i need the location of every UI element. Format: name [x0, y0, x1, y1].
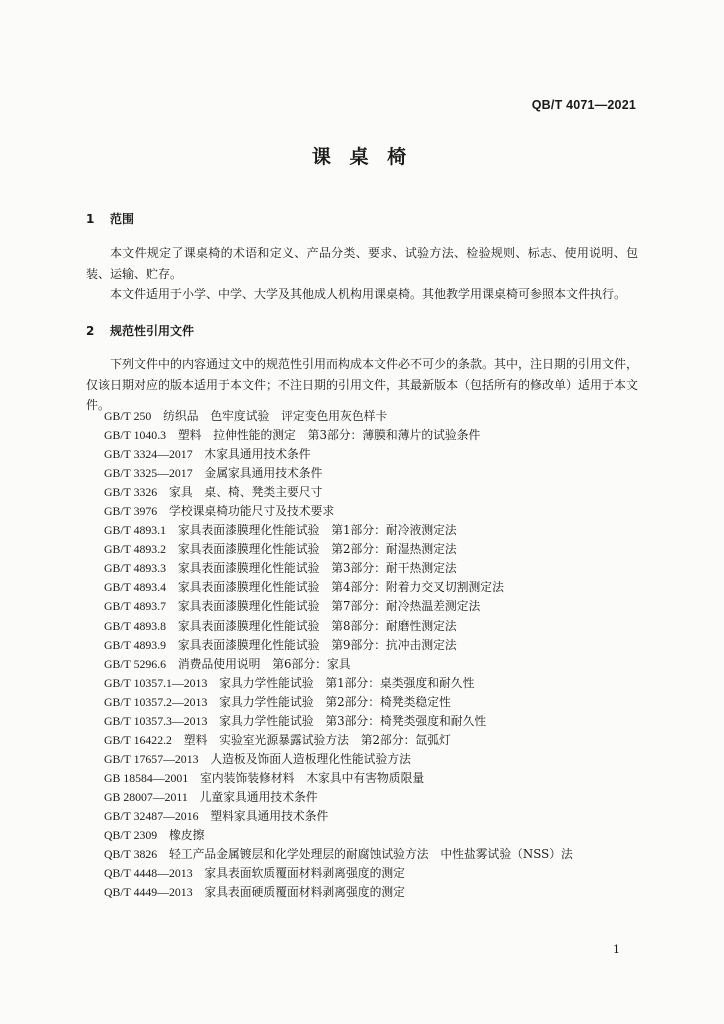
reference-separator [193, 466, 205, 480]
reference-code: GB/T 17657—2013 [104, 751, 199, 766]
reference-code: GB/T 4893.8 [104, 618, 167, 633]
reference-separator [166, 638, 178, 652]
reference-title: 家具力学性能试验 第2部分：椅凳类稳定性 [219, 694, 451, 709]
reference-code: GB/T 1040.3 [104, 428, 167, 443]
document-title: 课 桌 椅 [311, 146, 413, 168]
reference-code: QB/T 4449—2013 [104, 885, 193, 900]
reference-title: 木家具通用技术条件 [204, 447, 311, 462]
reference-title: 橡皮擦 [169, 828, 205, 843]
reference-separator [199, 752, 211, 766]
page-number: 1 [613, 943, 620, 956]
reference-item [104, 864, 573, 883]
reference-code: GB/T 4893.1 [104, 523, 167, 538]
reference-title: 金属家具通用技术条件 [204, 466, 323, 481]
reference-item [104, 407, 573, 426]
reference-title: 家具表面漆膜理化性能试验 第1部分：耐冷液测定法 [177, 523, 457, 538]
reference-title: 学校课桌椅功能尺寸及技术要求 [169, 504, 335, 519]
reference-separator [166, 561, 178, 575]
scope-paragraph-1: 本文件规定了课桌椅的术语和定义、产品分类、要求、试验方法、检验规则、标志、使用说明、包装、运输、贮存。 [86, 246, 638, 281]
reference-separator [166, 542, 178, 556]
reference-item [104, 445, 573, 464]
reference-item [104, 883, 573, 902]
reference-item [104, 807, 573, 826]
reference-item [104, 521, 573, 540]
reference-title: 塑料 实验室光源暴露试验方法 第2部分：氙弧灯 [183, 732, 451, 747]
reference-separator [193, 866, 205, 880]
reference-separator [207, 676, 219, 690]
reference-item [104, 578, 573, 597]
reference-code: GB 18584—2001 [104, 770, 189, 785]
reference-title: 纺织品 色牢度试验 评定变色用灰色样卡 [163, 409, 388, 423]
reference-item [104, 426, 573, 445]
reference-title: 家具 桌、椅、凳类主要尺寸 [169, 485, 323, 500]
reference-separator [166, 428, 178, 442]
reference-list [104, 407, 573, 902]
reference-separator [193, 885, 205, 899]
section-2-heading [86, 322, 194, 339]
reference-code: GB/T 4893.7 [104, 599, 167, 614]
reference-separator [199, 809, 211, 823]
reference-separator [172, 733, 184, 747]
reference-item [104, 483, 573, 502]
reference-separator [157, 504, 169, 518]
reference-item [104, 788, 573, 807]
reference-code: GB/T 5296.6 [104, 656, 167, 671]
reference-item [104, 655, 573, 674]
reference-code: GB/T 3325—2017 [104, 466, 193, 481]
reference-item [104, 636, 573, 655]
reference-item [104, 712, 573, 731]
reference-code: GB 28007—2011 [104, 789, 188, 804]
reference-item [104, 464, 573, 483]
reference-separator [157, 847, 169, 861]
reference-item [104, 750, 573, 769]
reference-title: 家具表面漆膜理化性能试验 第3部分：耐干热测定法 [177, 561, 457, 576]
reference-item [104, 826, 573, 845]
reference-separator [188, 790, 200, 804]
section-title: 规范性引用文件 [110, 324, 195, 338]
reference-code: GB/T 10357.2—2013 [104, 694, 208, 709]
standard-code: QB/T 4071—2021 [531, 98, 636, 112]
scope-paragraph-2: 本文件适用于小学、中学、大学及其他成人机构用课桌椅。其他教学用课桌椅可参照本文件执行。 [110, 287, 627, 301]
reference-title: 家具表面漆膜理化性能试验 第4部分：附着力交叉切割测定法 [177, 580, 504, 595]
reference-code: GB/T 250 [104, 409, 152, 423]
reference-title: 家具表面漆膜理化性能试验 第9部分：抗冲击测定法 [177, 637, 457, 652]
reference-item [104, 845, 573, 864]
reference-code: QB/T 4448—2013 [104, 866, 193, 881]
reference-separator [151, 409, 163, 423]
reference-item [104, 559, 573, 578]
reference-separator [166, 599, 178, 613]
reference-separator [166, 580, 178, 594]
section-1-heading [86, 210, 134, 227]
reference-code: GB/T 4893.3 [104, 561, 167, 576]
reference-code: GB/T 10357.3—2013 [104, 713, 208, 728]
reference-separator [207, 714, 219, 728]
reference-separator [157, 485, 169, 499]
reference-item [104, 502, 573, 521]
reference-item [104, 674, 573, 693]
reference-item [104, 731, 573, 750]
references-intro: 下列文件中的内容通过文中的规范性引用而构成本文件必不可少的条款。其中，注日期的引用文件，仅该日期对应的版本适用于本文件；不注日期的引用文件，其最新版本（包括所有的修改单）适用于本文件。 [86, 357, 639, 412]
reference-item [104, 769, 573, 788]
reference-code: GB/T 10357.1—2013 [104, 675, 208, 690]
reference-title: 人造板及饰面人造板理化性能试验方法 [210, 751, 411, 766]
reference-separator [157, 828, 169, 842]
reference-title: 消费品使用说明 第6部分：家具 [177, 656, 351, 671]
reference-title: 家具表面软质覆面材料剥离强度的测定 [204, 866, 405, 881]
reference-code: GB/T 4893.2 [104, 542, 167, 557]
reference-item [104, 693, 573, 712]
reference-separator [166, 619, 178, 633]
reference-item [104, 617, 573, 636]
reference-title: 家具表面漆膜理化性能试验 第2部分：耐湿热测定法 [177, 542, 457, 557]
reference-separator [193, 447, 205, 461]
reference-code: GB/T 16422.2 [104, 732, 172, 747]
reference-title: 轻工产品金属镀层和化学处理层的耐腐蚀试验方法 中性盐雾试验（NSS）法 [169, 847, 573, 862]
reference-separator [207, 695, 219, 709]
reference-title: 家具表面漆膜理化性能试验 第7部分：耐冷热温差测定法 [177, 599, 481, 614]
reference-title: 家具表面硬质覆面材料剥离强度的测定 [204, 885, 405, 900]
reference-code: GB/T 4893.9 [104, 637, 167, 652]
section-title: 范围 [110, 212, 135, 226]
section-number: 1 [86, 212, 95, 226]
reference-item [104, 540, 573, 559]
reference-code: QB/T 2309 [104, 828, 158, 843]
reference-code: GB/T 3976 [104, 504, 158, 519]
reference-separator [166, 657, 178, 671]
reference-title: 塑料家具通用技术条件 [210, 808, 329, 823]
reference-separator [166, 523, 178, 537]
reference-title: 家具表面漆膜理化性能试验 第8部分：耐磨性测定法 [177, 618, 457, 633]
reference-title: 家具力学性能试验 第1部分：桌类强度和耐久性 [219, 675, 475, 690]
reference-code: GB/T 32487—2016 [104, 808, 199, 823]
reference-code: GB/T 4893.4 [104, 580, 167, 595]
reference-code: QB/T 3826 [104, 847, 158, 862]
section-number: 2 [86, 324, 95, 338]
reference-code: GB/T 3326 [104, 485, 158, 500]
reference-title: 塑料 拉伸性能的测定 第3部分：薄膜和薄片的试验条件 [177, 428, 481, 443]
reference-code: GB/T 3324—2017 [104, 447, 193, 462]
reference-separator [188, 771, 200, 785]
reference-item [104, 597, 573, 616]
reference-title: 家具力学性能试验 第3部分：椅凳类强度和耐久性 [219, 713, 487, 728]
reference-title: 室内装饰装修材料 木家具中有害物质限量 [200, 770, 425, 785]
reference-title: 儿童家具通用技术条件 [199, 789, 318, 804]
